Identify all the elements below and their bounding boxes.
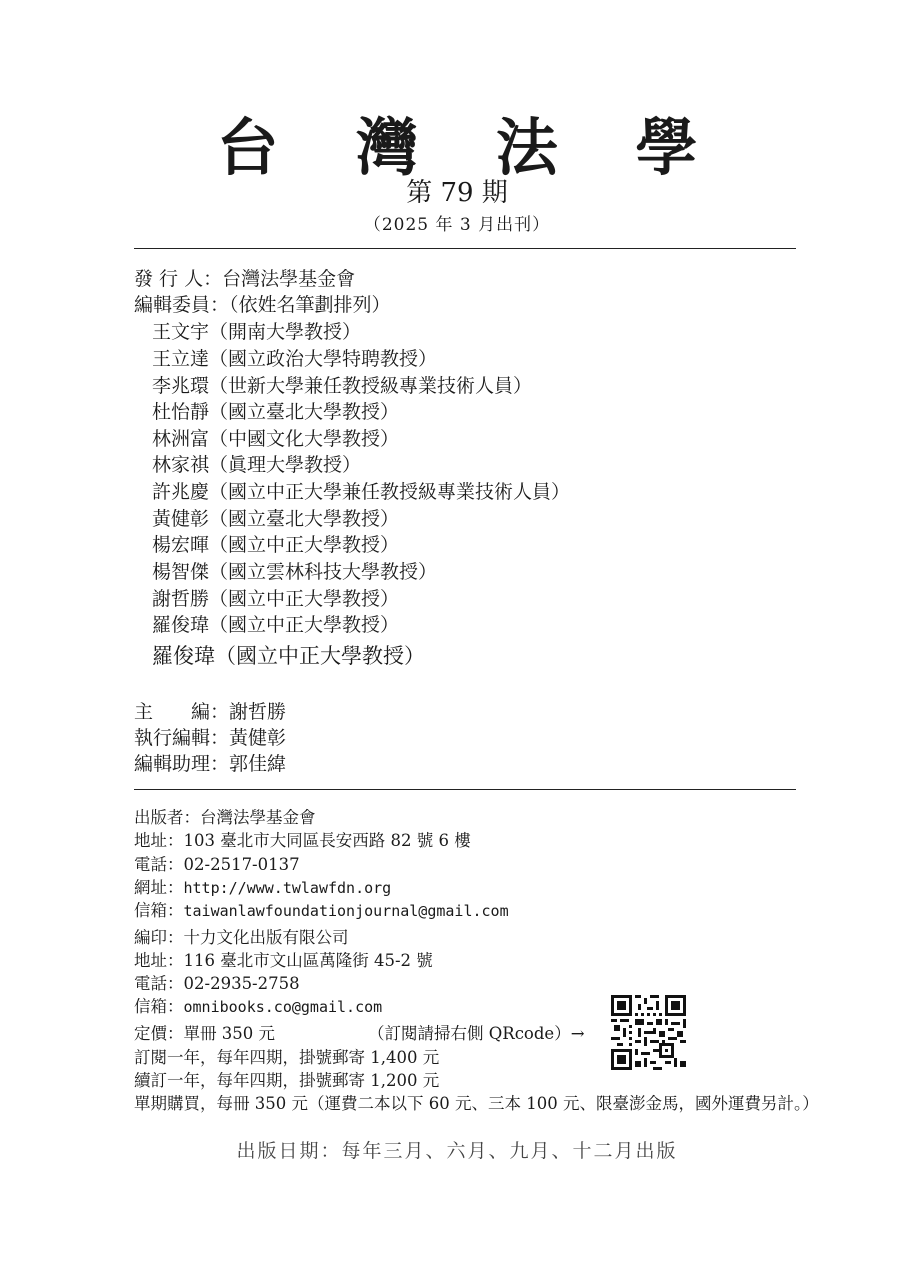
subscribe-hint: （訂閱請掃右側 QRcode）→ <box>368 1024 585 1043</box>
executive-editor: 執行編輯：黃健彰 <box>134 727 287 749</box>
publisher-website: 網址：http://www.twlawfdn.org <box>134 878 392 897</box>
journal-title: 台 灣 法 學 <box>216 111 726 184</box>
email-link[interactable]: taiwanlawfoundationjournal@gmail.com <box>183 902 509 920</box>
price-line: 定價：單冊 350 元 <box>134 1024 275 1043</box>
printer-name: 編印：十力文化出版有限公司 <box>134 928 349 947</box>
subscription-renewal: 續訂一年，每年四期，掛號郵寄 1,200 元 <box>134 1071 440 1090</box>
editorial-board-heading: 編輯委員：（依姓名筆劃排列） <box>134 294 391 316</box>
single-issue-price: 單期購買，每冊 350 元（運費二本以下 60 元、三本 100 元、限臺澎金馬，國外運費另計。） <box>134 1094 819 1113</box>
publisher-phone: 電話：02-2517-0137 <box>134 855 300 874</box>
board-member: 許兆慶（國立中正大學兼任教授級專業技術人員） <box>152 481 571 503</box>
publication-schedule: 出版日期：每年三月、六月、九月、十二月出版 <box>236 1140 678 1162</box>
printer-phone: 電話：02-2935-2758 <box>134 974 300 993</box>
printer-email: 信箱：omnibooks.co@gmail.com <box>134 997 383 1016</box>
board-member: 楊宏暉（國立中正大學教授） <box>152 534 400 556</box>
board-member: 黃健彰（國立臺北大學教授） <box>152 508 400 530</box>
board-member: 楊智傑（國立雲林科技大學教授） <box>152 561 438 583</box>
printer-email-link[interactable]: omnibooks.co@gmail.com <box>183 998 383 1016</box>
issuer-line: 發 行 人：台灣法學基金會 <box>134 268 356 290</box>
chief-editor: 主 編：謝哲勝 <box>134 701 287 723</box>
website-link[interactable]: http://www.twlawfdn.org <box>183 879 392 897</box>
divider-bottom <box>134 789 796 790</box>
publisher-email: 信箱：taiwanlawfoundationjournal@gmail.com <box>134 901 509 920</box>
board-member: 謝哲勝（國立中正大學教授） <box>152 588 400 610</box>
subscription-qr-code[interactable] <box>611 995 686 1070</box>
board-member: 王立達（國立政治大學特聘教授） <box>152 348 438 370</box>
board-member: 羅俊瑋（國立中正大學教授） <box>152 614 400 636</box>
issue-number: 第 79 期 <box>406 178 508 208</box>
board-member: 王文宇（開南大學教授） <box>152 321 362 343</box>
divider-top <box>134 248 796 249</box>
publication-date: （2025 年 3 月出刊） <box>363 215 551 235</box>
editorial-assistant: 編輯助理：郭佳緯 <box>134 753 287 775</box>
board-member: 羅俊瑋（國立中正大學教授） <box>152 644 425 668</box>
board-member: 林家祺（眞理大學教授） <box>152 454 362 476</box>
subscription-one-year: 訂閱一年，每年四期，掛號郵寄 1,400 元 <box>134 1048 440 1067</box>
publisher-name: 出版者：台灣法學基金會 <box>134 808 316 827</box>
board-member: 林洲富（中國文化大學教授） <box>152 428 400 450</box>
board-member: 李兆環（世新大學兼任教授級專業技術人員） <box>152 375 533 397</box>
printer-address: 地址：116 臺北市文山區萬隆街 45-2 號 <box>134 951 433 970</box>
board-member: 杜怡靜（國立臺北大學教授） <box>152 401 400 423</box>
publisher-address: 地址：103 臺北市大同區長安西路 82 號 6 樓 <box>134 831 471 850</box>
